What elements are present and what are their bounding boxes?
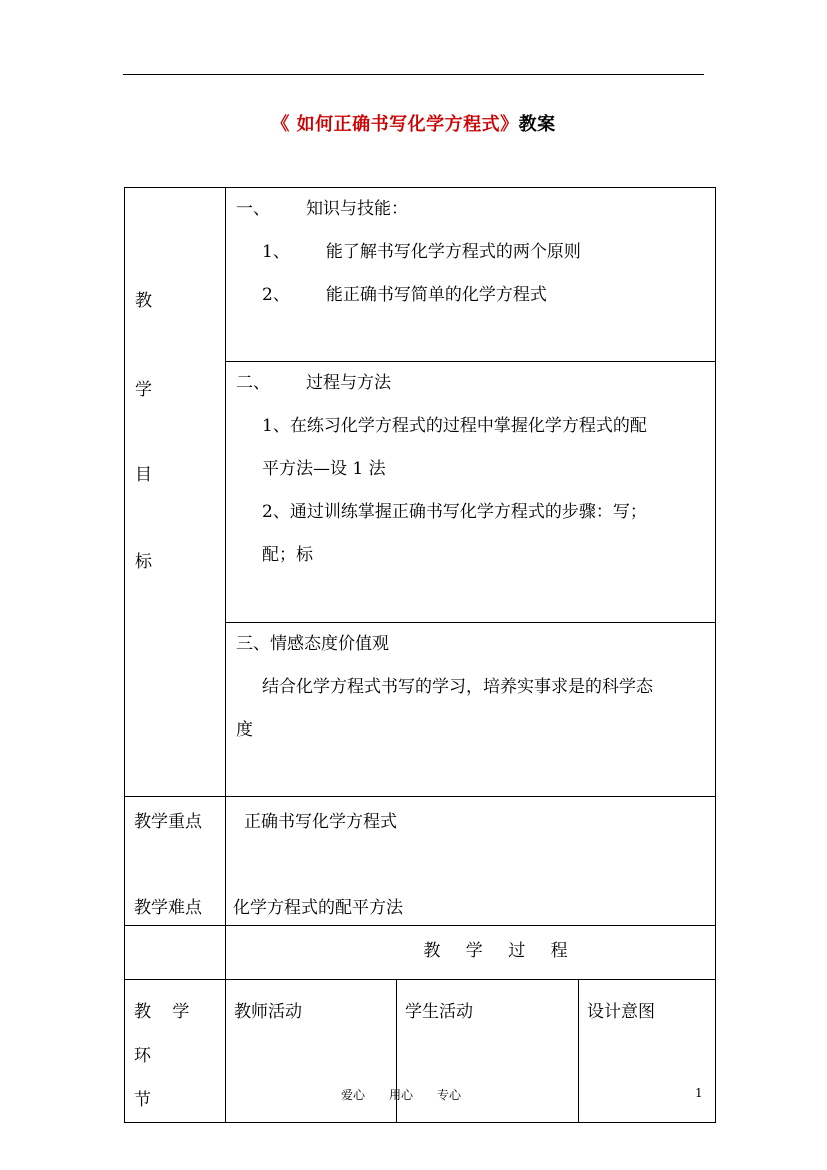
objectives-row-1 [125,188,716,362]
focus-label: 教学重点 [134,812,202,832]
section2-line: 2、通过训练掌握正确书写化学方程式的步骤：写； [262,502,647,522]
section2-title: 过程与方法 [306,373,391,393]
section2-num: 二、 [236,373,270,393]
footer-motto [341,1086,485,1103]
keys-label-cell [125,797,226,926]
footer-word: 爱心 [341,1088,366,1102]
lesson-plan-table [124,187,716,1123]
difficulty-label: 教学难点 [134,898,202,918]
design-intent-header: 设计意图 [587,1002,655,1022]
attitude-values-cell [226,623,716,797]
header-rule [123,74,704,75]
item-text: 能正确书写简单的化学方程式 [325,285,547,305]
section2-line: 配；标 [262,545,313,565]
footer-word: 专心 [437,1088,462,1102]
objectives-label-char: 标 [135,552,152,572]
section3-line: 度 [236,720,253,740]
focus-value: 正确书写化学方程式 [244,812,397,832]
section3-heading: 三、情感态度价值观 [236,634,389,654]
section1-title: 知识与技能： [306,199,408,219]
item-num: 2、 [262,285,290,305]
stage-label-line: 教 学 环 [134,1002,198,1066]
section2-line: 平方法—设 1 法 [262,459,386,479]
process-title-row [125,926,716,980]
section1-item [236,274,705,317]
teacher-activity-header: 教师活动 [234,1002,302,1022]
objectives-label-char: 学 [135,380,152,400]
process-method-cell [226,362,716,623]
knowledge-skills-cell [226,188,716,362]
section3-line: 结合化学方程式书写的学习，培养实事求是的科学态 [262,677,653,697]
process-empty-cell [125,926,226,980]
title-suffix: 教案 [518,114,556,135]
keys-row [125,797,716,926]
process-title: 教 学 过 程 [423,941,578,961]
process-title-cell [226,926,716,980]
section2-line: 1、在练习化学方程式的过程中掌握化学方程式的配 [262,416,647,436]
item-num: 1、 [262,242,290,262]
section1-num: 一、 [236,199,270,219]
student-activity-header: 学生活动 [405,1002,473,1022]
stage-label-cell [125,980,226,1123]
difficulty-value: 化学方程式的配平方法 [233,898,403,918]
objectives-label-char: 目 [135,465,152,485]
design-intent-cell [579,980,716,1123]
section1-item [236,231,705,274]
stage-label-line: 节 [134,1090,151,1110]
footer-word: 用心 [389,1088,414,1102]
page-number: 1 [695,1086,703,1100]
item-text: 能了解书写化学方程式的两个原则 [325,242,581,262]
title-main: 《 如何正确书写化学方程式》 [271,114,519,135]
document-title [0,110,827,136]
section2-heading [236,362,705,405]
objectives-label-char: 教 [135,291,152,311]
section1-heading [236,188,705,231]
keys-value-cell [226,797,716,926]
objectives-label-cell [125,188,226,797]
